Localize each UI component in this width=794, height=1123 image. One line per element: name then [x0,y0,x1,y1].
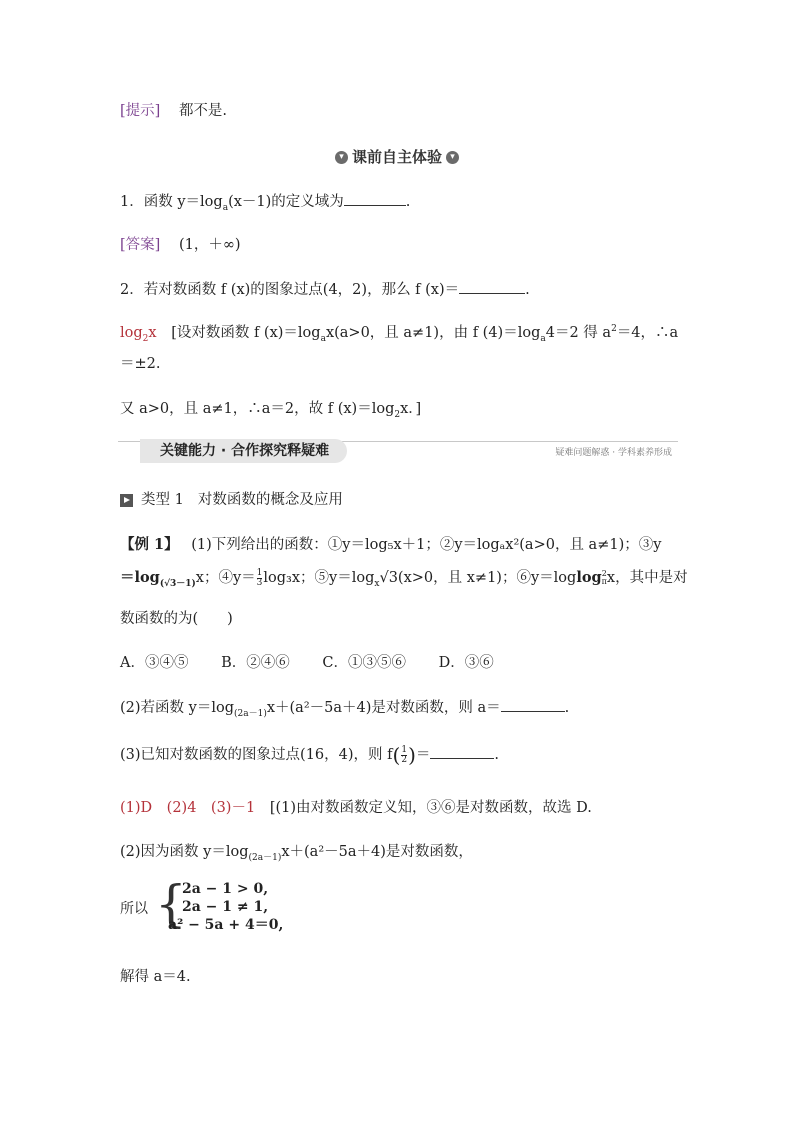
chevron-down-icon: ▾ [446,151,459,164]
question-2 [120,278,530,299]
solve-line [120,965,191,986]
brace: { [155,875,187,933]
answer-blank [501,699,565,712]
example-text: (1)下列给出的函数：①y＝log₅x＋1；②y＝logₐx²(a>0，且 a≠1)；③y [191,537,662,553]
answer-block-line2: (2)因为函数 $y=\log_{(2a-1)}x+(a^2-5a+4)$是对数函数， [120,844,473,863]
fraction: $\frac{1}{2}$ [401,744,408,765]
hint-text: 都不是. [178,103,228,119]
answer-2-explain: 又 a>0，且 a≠1，∴a＝2，故 f $(x)=\log_2x$．] [120,401,422,420]
question-text: 函数 y＝log [143,194,223,210]
question-part2: (2)若函数 $y=\log_{(2a-1)}x+(a^2-5a+4)$是对数函数，则 a＝ . [120,700,570,719]
section-band [118,439,678,463]
question-tail: . [405,194,411,210]
system-line: a² − 5a + 4＝0, [168,917,284,933]
section-header [0,146,794,167]
solve-text: 解得 a＝4. [120,969,191,985]
question-1 [120,190,410,213]
example-line1 [120,533,661,554]
band-title: 关键能力 · 合作探究释疑难 [140,439,347,463]
option-a: A．③④⑤ [120,655,189,671]
so-label: 所以 [120,901,148,917]
question-text: (x－1)的定义域为 [228,194,344,210]
hint-tag: [提示] [120,103,161,119]
answer-blank [459,281,525,294]
question-number: 1． [120,194,144,210]
equation-system [120,875,320,933]
answer-2-line2 [120,352,160,373]
type-title: 对数函数的概念及应用 [197,492,343,508]
chevron-down-icon: ▾ [335,151,348,164]
answer-blank [344,193,406,206]
type-heading [120,488,343,509]
answer-block-line1 [120,796,592,817]
question-part3: (3)已知对数函数的图象过点(16，4)，则 f( $\frac{1}{2}$ )＝ . [120,743,499,767]
answer-blank [430,746,494,759]
example-text: 数函数的为( ) [120,611,233,627]
answer-1 [120,233,241,254]
option-c: C．①③⑤⑥ [322,655,406,671]
hint-line [120,99,227,120]
system-line: 2a − 1 > 0, [182,881,269,897]
answer-value: (1，＋∞) [178,237,241,253]
type-label: 类型 1 [141,492,184,508]
answer-2-line3 [120,397,421,420]
example-line2: $=\log_{(√3-1)}x$；④y＝ $\frac{1}{3}$ log₃x；$⑤y=\log_x√3(x>0$，且 x≠1)；⑥y＝loglog 2 π x，其中是对 [120,567,688,589]
system-lines [168,880,283,934]
answers-summary: (1)D (2)4 (3)－1 [120,800,256,816]
play-icon [120,494,133,507]
fraction: $\frac{1}{3}$ [256,567,263,588]
answer-2-explain: ＝±2. [120,356,161,372]
question-text: 2．若对数函数 f (x)的图象过点(4，2)，那么 f (x)＝ [120,282,460,298]
band-note: 疑难问题解惑 · 学科素养形成 [555,448,672,458]
question-tail: . [525,282,530,298]
answer-2-explain: [设对数函数 f $(x)=\log_ax(a>0$，且 a≠1)，由 f $(4)=\log_a4=2$ 得 $a^2=4$，∴a [171,324,679,344]
answer-tag: [答案] [120,237,161,253]
answer-2-line1 [120,321,678,344]
option-b: B．②④⑥ [221,655,290,671]
option-d: D．③⑥ [438,655,494,671]
example-line3 [120,607,233,628]
options-row [120,651,494,672]
example-tag: 【例 1】 [120,536,179,553]
answer-explain: [(1)由对数函数定义知，③⑥是对数函数，故选 D. [269,800,592,816]
answer-2-value: $\log_2x$ [120,325,157,344]
log-base: a [222,202,229,213]
system-line: 2a − 1 ≠ 1, [182,899,269,915]
section-title: 课前自主体验 [351,148,442,166]
